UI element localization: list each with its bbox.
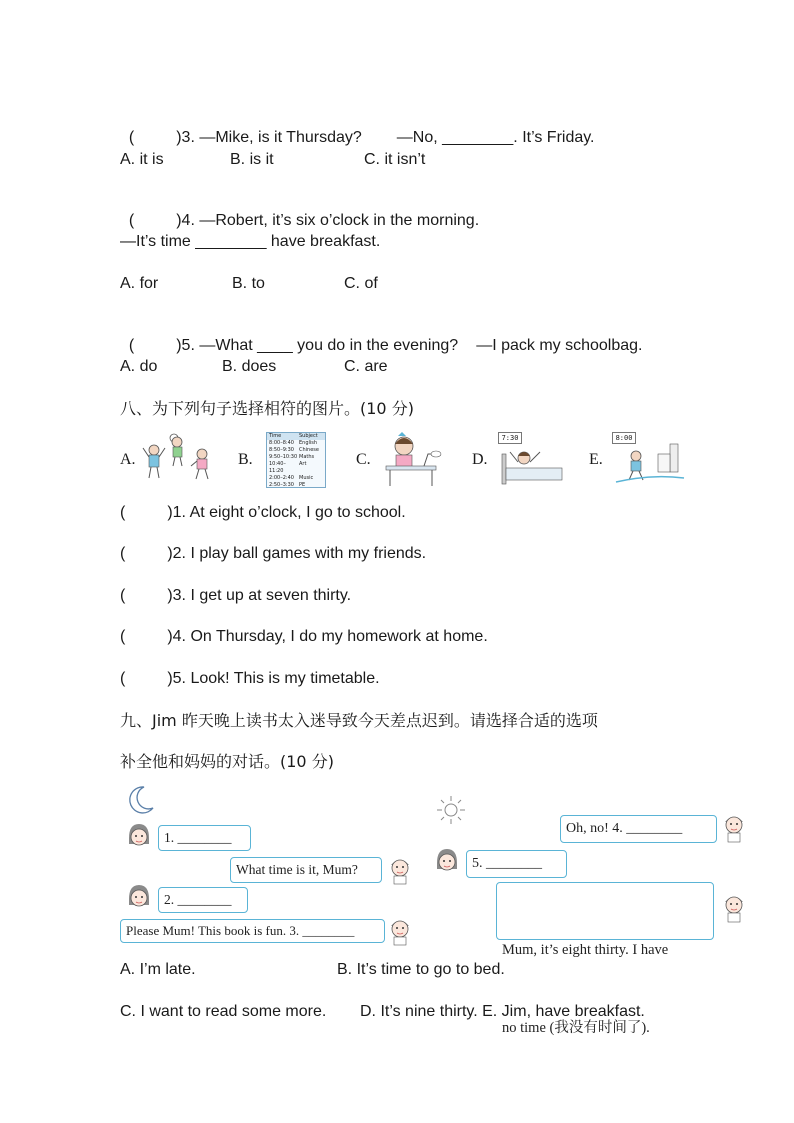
option-c[interactable]: C. are <box>344 358 388 375</box>
dialogue-bubble-2[interactable]: 2. ________ <box>158 887 248 913</box>
option-a[interactable]: A. do <box>120 358 158 375</box>
q8-item3 <box>120 586 351 606</box>
question-text: )1. At eight o’clock, I go to school. <box>167 504 406 521</box>
jim-avatar-icon <box>386 914 414 946</box>
timetable-cell: Art <box>299 461 307 467</box>
pic-label-b: B. <box>238 451 253 468</box>
dialogue-bubble-3[interactable]: Please Mum! This book is fun. 3. ________ <box>120 919 385 943</box>
q7-item3 <box>120 108 595 148</box>
q7-item4-line2: —It’s time ________ have breakfast. <box>120 233 381 250</box>
section-9-heading-line1: 九、Jim 昨天晚上读书太入迷导致今天差点迟到。请选择合适的选项 <box>120 711 598 730</box>
clock-label-d: 7:30 <box>498 432 522 444</box>
timetable-cell: Music <box>299 475 314 481</box>
question-text: )4. On Thursday, I do my homework at home. <box>167 628 488 645</box>
timetable-cell: 9:50–10:30 <box>269 454 298 460</box>
q8-item2 <box>120 544 426 564</box>
question-text: )3. —Mike, is it Thursday? <box>176 129 362 146</box>
option-a[interactable]: A. I’m late. <box>120 961 196 978</box>
section-8-heading: 八、为下列句子选择相符的图片。(10 分) <box>120 399 414 418</box>
bubble-text-line: no time (我没有时间了). <box>502 1020 650 1036</box>
option-a[interactable]: A. for <box>120 275 159 292</box>
option-b[interactable]: B. to <box>232 275 265 292</box>
bubble-text-line: Mum, it’s eight thirty. I have <box>502 942 669 958</box>
pic-label-d: D. <box>472 451 488 468</box>
question-text: )3. I get up at seven thirty. <box>167 587 352 604</box>
q8-item5 <box>120 669 380 689</box>
timetable-cell: Chinese <box>299 447 319 453</box>
q7-item4 <box>120 191 479 231</box>
timetable-cell: PE <box>299 482 306 488</box>
timetable-header: Time <box>269 433 282 439</box>
timetable-cell: 2:50–3:30 <box>269 482 294 488</box>
jim-avatar-icon <box>386 853 414 885</box>
jim-avatar-icon <box>720 810 748 844</box>
option-d-e[interactable]: D. It’s nine thirty. E. Jim, have breakfast. <box>360 1003 645 1020</box>
answer-paren[interactable]: ( <box>128 337 135 354</box>
q8-item1 <box>120 503 406 523</box>
answer-paren[interactable]: ( <box>120 587 126 604</box>
answer-paren[interactable]: ( <box>120 504 126 521</box>
clock-label-e: 8:00 <box>612 432 636 444</box>
dialogue-bubble-1[interactable]: 1. ________ <box>158 825 251 851</box>
option-c[interactable]: C. of <box>344 275 378 292</box>
question-text: )4. —Robert, it’s six o’clock in the morning. <box>176 212 480 229</box>
option-c[interactable]: C. it isn’t <box>364 151 426 168</box>
timetable-header: Subject <box>299 433 318 439</box>
mum-avatar-icon <box>433 847 461 877</box>
q8-item4 <box>120 627 488 647</box>
answer-paren[interactable]: ( <box>128 212 135 229</box>
boy-waking-up-picture <box>500 440 566 488</box>
answer-paren[interactable]: ( <box>120 545 126 562</box>
boy-going-to-school-picture <box>614 440 686 488</box>
option-b[interactable]: B. does <box>222 358 277 375</box>
q7-item5 <box>120 316 642 356</box>
question-text: )5. —What ____ you do in the evening? <box>176 337 459 354</box>
timetable-cell: 10:40–11:20 <box>269 461 286 474</box>
question-text: )5. Look! This is my timetable. <box>167 670 380 687</box>
answer-paren[interactable]: ( <box>120 670 126 687</box>
moon-icon <box>124 784 156 816</box>
pic-label-a: A. <box>120 451 136 468</box>
pic-label-c: C. <box>356 451 371 468</box>
option-b[interactable]: B. It’s time to go to bed. <box>337 961 505 978</box>
timetable-cell: Maths <box>299 454 315 460</box>
dialogue-bubble-5[interactable]: 5. ________ <box>466 850 567 878</box>
jim-avatar-icon <box>720 890 748 924</box>
reply-text: —No, ________. It’s Friday. <box>396 129 595 146</box>
timetable-picture <box>266 432 326 488</box>
timetable-cell: 2:00–2:40 <box>269 475 294 481</box>
dialogue-bubble-4[interactable]: Oh, no! 4. ________ <box>560 815 717 843</box>
kids-playing-ball-picture <box>140 432 220 486</box>
reply-text: —I pack my schoolbag. <box>476 337 643 354</box>
timetable-cell: English <box>299 440 318 446</box>
answer-paren[interactable]: ( <box>128 129 135 146</box>
mum-avatar-icon <box>125 822 153 852</box>
dialogue-bubble-what-time: What time is it, Mum? <box>230 857 382 883</box>
timetable-cell: 8:00–8:40 <box>269 440 294 446</box>
section-9-heading-line2: 补全他和妈妈的对话。(10 分) <box>120 752 334 771</box>
mum-avatar-icon <box>125 883 153 913</box>
option-c[interactable]: C. I want to read some more. <box>120 1003 327 1020</box>
pic-label-e: E. <box>589 451 603 468</box>
timetable-cell: 8:50–9:30 <box>269 447 294 453</box>
girl-doing-homework-picture <box>380 430 446 488</box>
option-a[interactable]: A. it is <box>120 151 164 168</box>
question-text: )2. I play ball games with my friends. <box>167 545 427 562</box>
sun-icon <box>435 794 467 826</box>
answer-paren[interactable]: ( <box>120 628 126 645</box>
option-b[interactable]: B. is it <box>230 151 274 168</box>
